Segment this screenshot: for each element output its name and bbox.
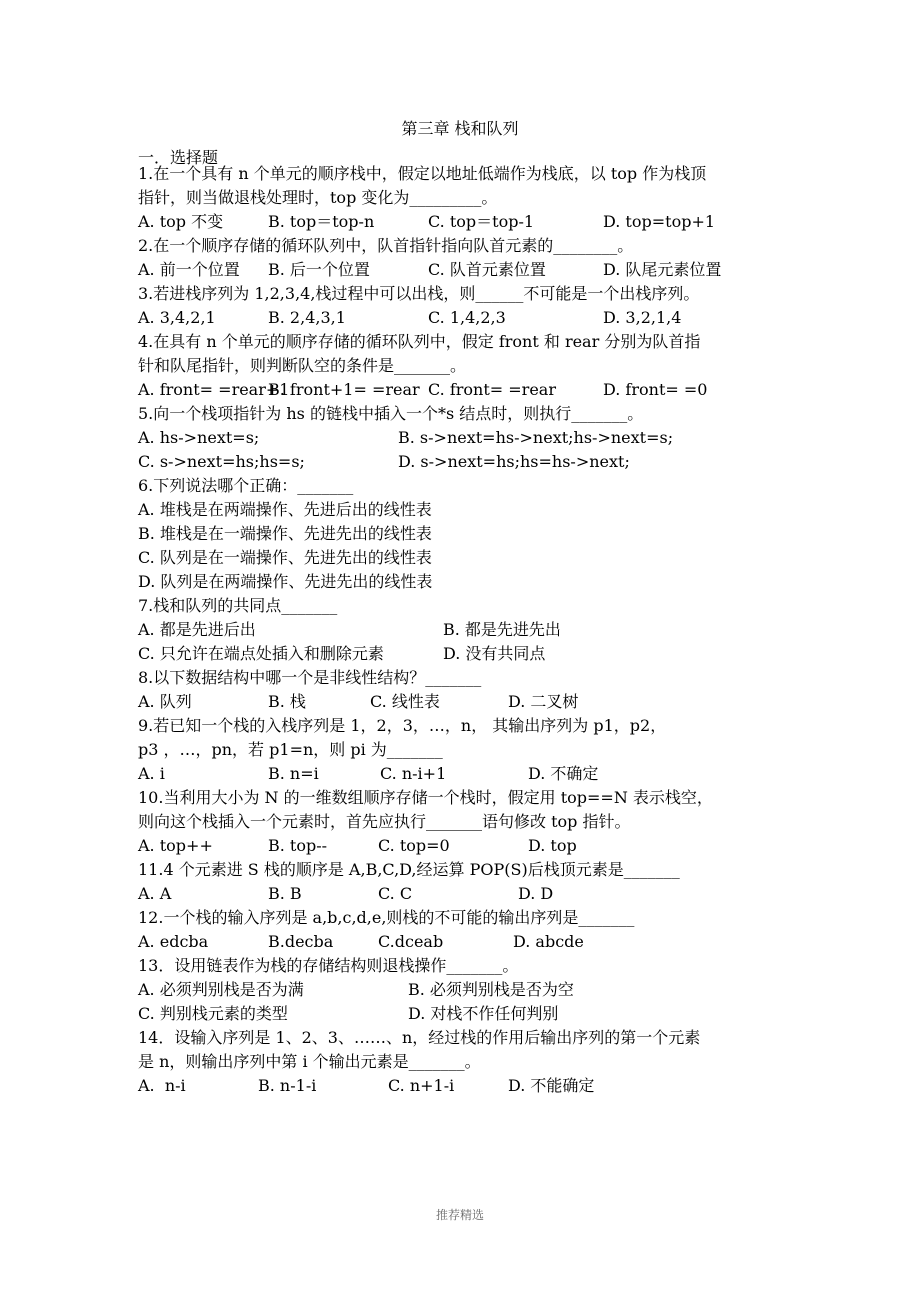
option-a: A. top++ — [138, 836, 213, 855]
option-d: D. top=top+1 — [603, 212, 716, 231]
option-a: A. 3,4,2,1 — [138, 308, 216, 327]
option-row — [138, 642, 818, 666]
question-stem-line: 8.以下数据结构中哪一个是非线性结构？_______ — [138, 668, 482, 687]
option-a: A. A — [138, 884, 172, 903]
question-stem-line: 9.若已知一个栈的入栈序列是 1，2，3，…，n， 其输出序列为 p1，p2， — [138, 716, 667, 735]
option-a: A. top 不变 — [138, 212, 224, 231]
option-d: D. 二叉树 — [508, 692, 579, 711]
option-row — [138, 378, 818, 402]
option-row — [138, 306, 818, 330]
question-9 — [138, 714, 818, 786]
option-b: B. 堆栈是在一端操作、先进先出的线性表 — [138, 524, 432, 543]
option-row — [138, 834, 818, 858]
option-a: C. 只允许在端点处插入和删除元素 — [138, 644, 384, 663]
option-b: B. n-1-i — [258, 1076, 317, 1095]
option-b: B. top-- — [268, 836, 328, 855]
option-a: A. 前一个位置 — [138, 260, 240, 279]
section-heading: 一．选择题 — [138, 148, 219, 167]
option-c: C. front= =rear — [428, 380, 556, 399]
question-stem-line: 13．设用链表作为栈的存储结构则退栈操作_______。 — [138, 956, 519, 975]
option-b: B. n=i — [268, 764, 319, 783]
question-1 — [138, 162, 818, 234]
option-d: D. D — [518, 884, 554, 903]
question-14 — [138, 1026, 818, 1098]
option-b: B. 栈 — [268, 692, 306, 711]
option-d: D. 队尾元素位置 — [603, 260, 722, 279]
option-row — [138, 882, 818, 906]
option-a: A. 必须判别栈是否为满 — [138, 980, 304, 999]
option-row — [138, 930, 818, 954]
question-4 — [138, 330, 818, 402]
option-d: D. 不能确定 — [508, 1076, 595, 1095]
option-d: D. front= =0 — [603, 380, 708, 399]
question-8 — [138, 666, 818, 714]
question-list — [138, 146, 818, 1098]
option-a: A. edcba — [138, 932, 209, 951]
option-a: A. 堆栈是在两端操作、先进后出的线性表 — [138, 500, 432, 519]
option-b: B. 必须判别栈是否为空 — [408, 980, 574, 999]
option-c: C. 队首元素位置 — [428, 260, 546, 279]
option-row — [138, 762, 818, 786]
question-11 — [138, 858, 818, 906]
option-row — [138, 258, 818, 282]
option-b: B. front+1= =rear — [268, 380, 420, 399]
option-d: D. 不确定 — [528, 764, 599, 783]
question-7 — [138, 594, 818, 666]
question-stem-line: 则向这个栈插入一个元素时，首先应执行_______语句修改 top 指针。 — [138, 812, 631, 831]
question-stem-line: 10.当利用大小为 N 的一维数组顺序存储一个栈时，假定用 top==N 表示栈空， — [138, 788, 713, 807]
option-c: C. n-i+1 — [380, 764, 447, 783]
page-title: 第三章 栈和队列 — [401, 119, 519, 138]
question-stem-line: 4.在具有 n 个单元的顺序存储的循环队列中，假定 front 和 rear 分别为队首指 — [138, 332, 701, 351]
option-a: A. front= =rear+1 — [138, 380, 290, 399]
option-c: C. top＝top-1 — [428, 212, 535, 231]
option-row — [138, 546, 818, 570]
option-row — [138, 570, 818, 594]
option-a: A. 都是先进后出 — [138, 620, 256, 639]
option-b: B. 2,4,3,1 — [268, 308, 346, 327]
option-row — [138, 1002, 818, 1026]
option-b: D. s->next=hs;hs=hs->next; — [398, 452, 630, 471]
question-stem-line: 12.一个栈的输入序列是 a,b,c,d,e,则栈的不可能的输出序列是_______ — [138, 908, 635, 927]
option-d: D. abcde — [513, 932, 584, 951]
question-stem-line: p3 ，…，pn，若 p1=n，则 pi 为_______ — [138, 740, 443, 759]
option-row — [138, 426, 818, 450]
question-stem-line: 7.栈和队列的共同点_______ — [138, 596, 338, 615]
option-a: A. i — [138, 764, 165, 783]
question-stem-line: 针和队尾指针，则判断队空的条件是_______。 — [138, 356, 467, 375]
option-row — [138, 522, 818, 546]
question-10 — [138, 786, 818, 858]
option-c: C. 线性表 — [370, 692, 440, 711]
option-b: D. 对栈不作任何判别 — [408, 1004, 559, 1023]
option-b: B. s->next=hs->next;hs->next=s; — [398, 428, 674, 447]
option-row — [138, 450, 818, 474]
option-b: D. 没有共同点 — [443, 644, 546, 663]
question-stem-line: 指针，则当做退栈处理时，top 变化为_________。 — [138, 188, 498, 207]
option-row — [138, 1074, 818, 1098]
question-stem-line: 6.下列说法哪个正确：_______ — [138, 476, 354, 495]
option-row — [138, 210, 818, 234]
question-6 — [138, 474, 818, 594]
option-d: D. top — [528, 836, 577, 855]
questions — [138, 162, 818, 1098]
question-stem-line: 14．设输入序列是 1、2、3、……、n，经过栈的作用后输出序列的第一个元素 — [138, 1028, 701, 1047]
question-5 — [138, 402, 818, 474]
option-d: D. 3,2,1,4 — [603, 308, 682, 327]
question-stem-line: 2.在一个顺序存储的循环队列中，队首指针指向队首元素的________。 — [138, 236, 634, 255]
option-c: C. n+1-i — [388, 1076, 455, 1095]
option-b: B. B — [268, 884, 302, 903]
option-c: C. top=0 — [378, 836, 450, 855]
question-stem-line: 3.若进栈序列为 1,2,3,4,栈过程中可以出栈，则______不可能是一个出栈序列。 — [138, 284, 700, 303]
question-2 — [138, 234, 818, 282]
option-b: B. top＝top-n — [268, 212, 375, 231]
question-stem-line: 5.向一个栈项指针为 hs 的链栈中插入一个*s 结点时，则执行_______。 — [138, 404, 644, 423]
option-b: B. 都是先进先出 — [443, 620, 561, 639]
question-stem-line: 11.4 个元素进 S 栈的顺序是 A,B,C,D,经运算 POP(S)后栈顶元素是_______ — [138, 860, 680, 879]
option-a: A. hs->next=s; — [138, 428, 260, 447]
option-c: C. C — [378, 884, 413, 903]
option-row — [138, 690, 818, 714]
option-d: D. 队列是在两端操作、先进先出的线性表 — [138, 572, 433, 591]
option-c: C. 1,4,2,3 — [428, 308, 506, 327]
question-stem-line: 是 n，则输出序列中第 i 个输出元素是_______。 — [138, 1052, 481, 1071]
option-b: B.decba — [268, 932, 334, 951]
option-row — [138, 498, 818, 522]
question-3 — [138, 282, 818, 330]
option-row — [138, 978, 818, 1002]
option-a: C. s->next=hs;hs=s; — [138, 452, 305, 471]
question-12 — [138, 906, 818, 954]
option-a: A. n-i — [138, 1076, 186, 1095]
footer-text: 推荐精选 — [435, 1208, 484, 1222]
option-c: C. 队列是在一端操作、先进先出的线性表 — [138, 548, 432, 567]
option-row — [138, 618, 818, 642]
question-13 — [138, 954, 818, 1026]
question-stem-line: 1.在一个具有 n 个单元的顺序栈中，假定以地址低端作为栈底，以 top 作为栈顶 — [138, 164, 707, 183]
option-c: C.dceab — [378, 932, 444, 951]
option-a: A. 队列 — [138, 692, 192, 711]
option-a: C. 判别栈元素的类型 — [138, 1004, 288, 1023]
option-b: B. 后一个位置 — [268, 260, 370, 279]
